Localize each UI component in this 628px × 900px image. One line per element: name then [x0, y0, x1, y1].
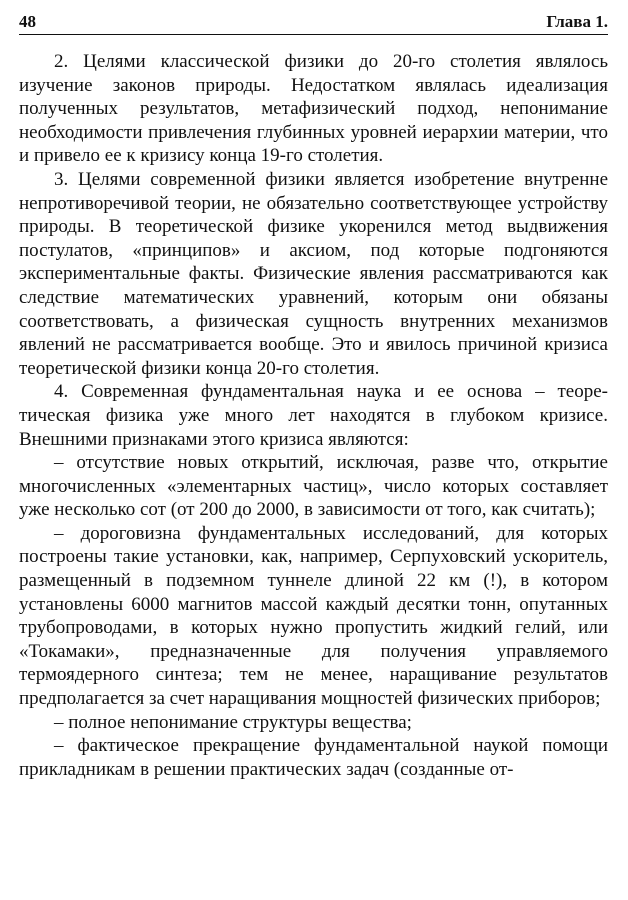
- paragraph-fundamental-science-crisis: 4. Современная фундаментальная наука и ее основа – теоретическая физика уже много лет находятся в глубоком кризисе. Внешними признаками этого кризиса являются:: [19, 381, 608, 450]
- list-item-expensive-research: – дороговизна фундаментальных исследований, для которых построены такие установки, как, например, Серпуховский ускоритель, размещенный в подземном туннеле длиной 22 км (!), в котором установлены 6000 магнитов массой каждый десятки тонн, опутанных трубопроводами, в которых нужно пропустить жидкий гелий, или «Токамаки», предназначенные для получения управляемого термоядерного синтеза; тем не менее, наращивание результатов предполагается за счет наращивания мощностей физических приборов;: [19, 522, 608, 710]
- list-item-end-of-applied-help: – фактическое прекращение фундаментальной наукой помощи прикладникам в решении практических задач (созданные от-: [19, 735, 608, 780]
- page-number: 48: [19, 12, 36, 31]
- paragraph-goals-classical-physics: 2. Целями классической физики до 20-го столетия являлось изучение законов природы. Недостатком являлась идеализация полученных результатов, метафизический подход, непонимание необходимости привлечения глубинных уровней иерархии материи, что и привело ее к кризису конца 19-го столетия.: [19, 51, 608, 167]
- list-item-structure-of-matter: – полное непонимание структуры вещества;: [54, 711, 412, 733]
- list-item-no-new-discoveries: – отсутствие новых открытий, исключая, разве что, открытие многочисленных «элементарных частиц», число которых составляет уже несколько сот (от 200 до 2000, в зависимости от того, как считать);: [19, 452, 608, 521]
- page-body: [19, 50, 608, 781]
- page-header: [19, 8, 608, 35]
- paragraph-goals-modern-physics: 3. Целями современной физики является изобретение внутренне непротиворечивой теории, не обязательно соответствующее устройству природы. В теоретической физике укоренился метод выдвижения постулатов, «принципов» и аксиом, под которые подгоняются экспериментальные факты. Физические явления рассматриваются как следствие математических уравнений, которым они обязаны соответствовать, а физическая сущность внутренних механизмов явлений не рассматривается вообще. Это и явилось причиной кризиса теоретической физики конца 20-го столетия.: [19, 168, 608, 379]
- chapter-title: Глава 1.: [546, 12, 608, 31]
